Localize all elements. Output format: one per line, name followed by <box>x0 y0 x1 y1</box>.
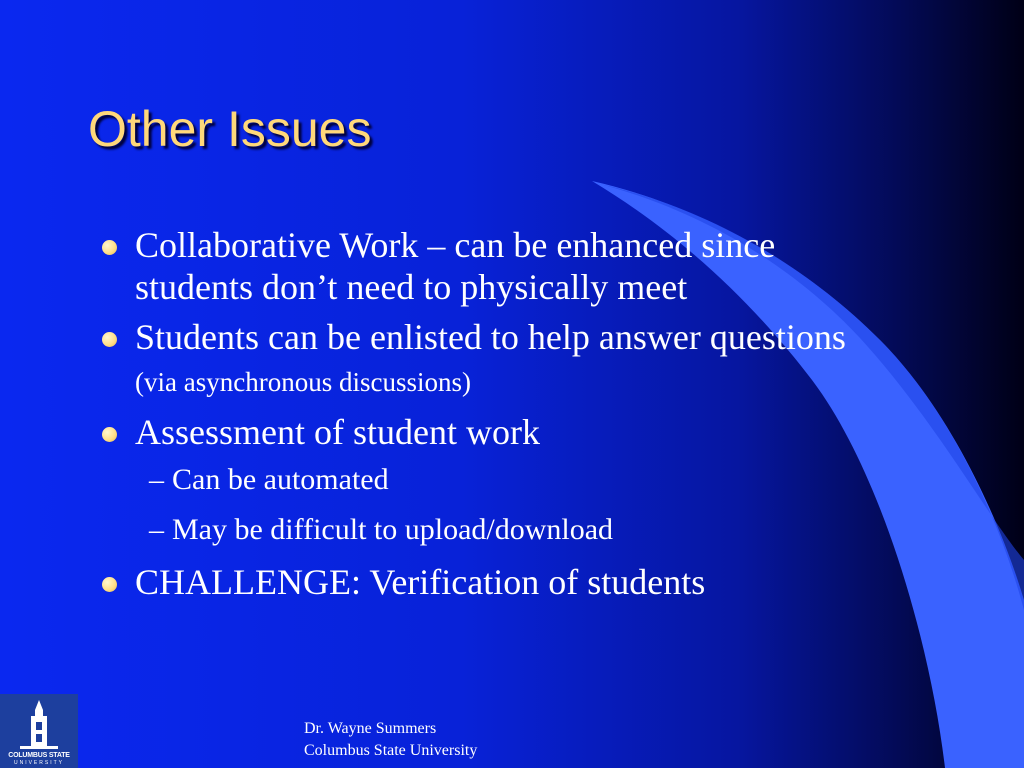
sub-bullet-item <box>149 507 870 553</box>
dash-marker: – <box>149 463 164 496</box>
sub-bullet-text: Can be automated <box>172 463 389 496</box>
bullet-dot-icon <box>102 427 117 442</box>
bullet-note: (via asynchronous discussions) <box>135 367 471 397</box>
logo-name: COLUMBUS STATE <box>8 752 70 759</box>
bullet-item <box>100 561 870 603</box>
bullet-dot-icon <box>102 332 117 347</box>
bullet-item <box>100 224 870 308</box>
bullet-list <box>100 224 870 611</box>
bullet-text: Assessment of student work <box>135 412 540 452</box>
logo-sub: UNIVERSITY <box>13 760 64 766</box>
bullet-text: CHALLENGE: Verification of students <box>135 562 706 602</box>
bullet-item <box>100 316 870 403</box>
tower-icon <box>0 694 78 752</box>
dash-marker: – <box>149 513 164 546</box>
slide-title: Other Issues <box>88 101 372 157</box>
bullet-text: Collaborative Work – can be enhanced since students don’t need to physically meet <box>135 225 776 307</box>
bullet-dot-icon <box>102 577 117 592</box>
sub-bullet-item <box>149 457 870 503</box>
footer-institution: Columbus State University <box>304 742 478 759</box>
bullet-item <box>100 411 870 553</box>
footer-author: Dr. Wayne Summers <box>304 720 437 737</box>
university-logo <box>0 694 78 768</box>
bullet-dot-icon <box>102 240 117 255</box>
bullet-text: Students can be enlisted to help answer questions <box>135 317 846 357</box>
sub-bullet-list <box>149 457 870 553</box>
sub-bullet-text: May be difficult to upload/download <box>172 513 614 546</box>
footer <box>304 718 477 762</box>
